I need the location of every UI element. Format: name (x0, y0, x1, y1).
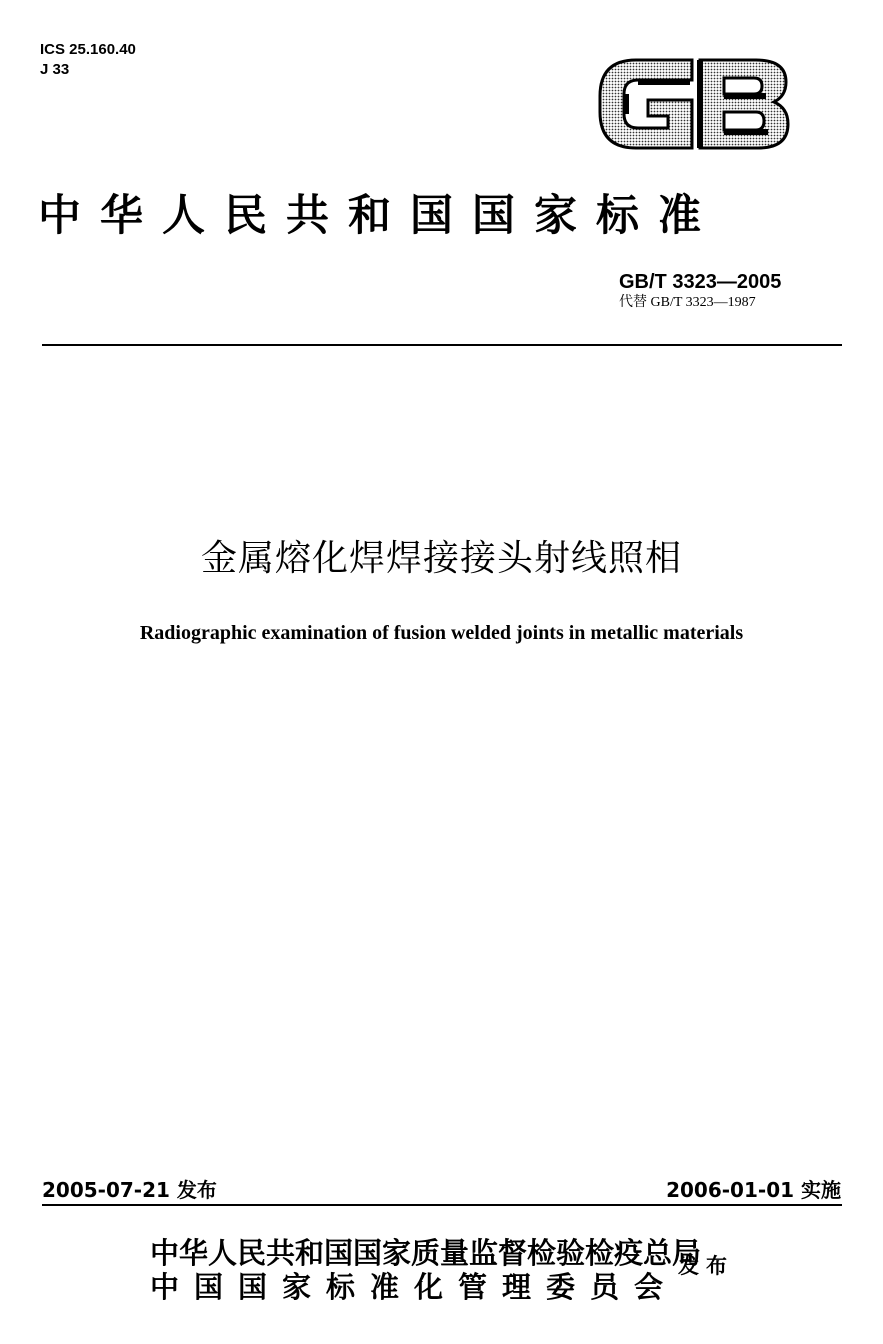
ics-code: ICS 25.160.40 (40, 41, 136, 58)
title-english: Radiographic examination of fusion welded joints in metallic materials (139, 622, 744, 644)
publish-date: 2005-07-21 发布 (42, 1178, 217, 1202)
issuer-sac: 中国国家标准化管理委员会 (150, 1270, 679, 1304)
issued-label: 发布 (678, 1254, 734, 1278)
standard-type-heading: 中华人民共和国国家标准 (38, 191, 720, 241)
standard-number: GB/T 3323—2005 (619, 271, 782, 293)
replaces-standard: 代替 GB/T 3323—1987 (619, 295, 756, 310)
effective-date: 2006-01-01 实施 (666, 1178, 841, 1202)
classification-codes (40, 40, 136, 80)
standard-number-block (619, 270, 849, 312)
issuer-aqsiq: 中华人民共和国国家质量监督检验检疫总局 (150, 1236, 702, 1270)
issuing-authorities (150, 1236, 701, 1304)
ccs-code: J 33 (40, 61, 70, 78)
header-divider (42, 344, 842, 346)
title-chinese: 金属熔化焊焊接接头射线照相 (200, 538, 682, 579)
footer-divider (42, 1204, 842, 1206)
gb-logo-icon (596, 56, 790, 152)
